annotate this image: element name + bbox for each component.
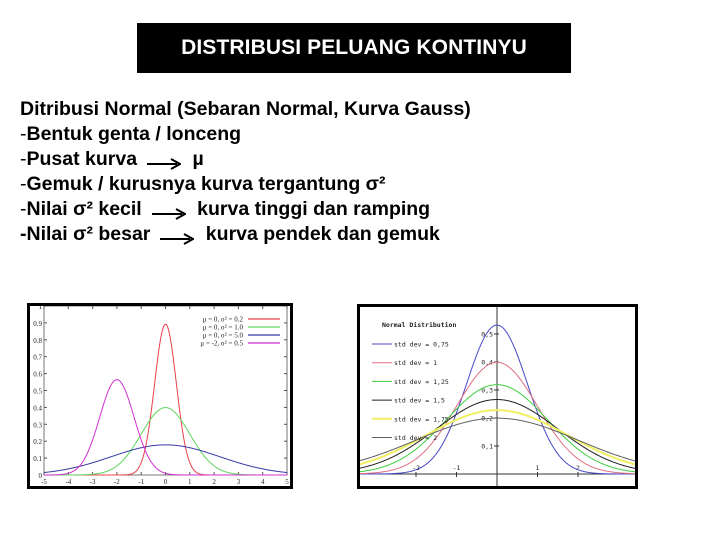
svg-text:-4: -4 [65,478,72,486]
svg-text:0.1: 0.1 [33,455,42,464]
svg-text:0.2: 0.2 [33,438,42,447]
bullet-dash: - [20,173,27,195]
svg-text:-3: -3 [89,478,96,486]
arrow-right-icon [152,202,186,214]
svg-text:-1: -1 [452,464,461,472]
svg-text:std dev = 0,75: std dev = 0,75 [394,340,449,349]
svg-text:0,5: 0,5 [481,330,493,339]
svg-text:0: 0 [38,472,42,480]
svg-text:1: 1 [535,464,540,472]
svg-text:μ = 0, σ² = 1.0: μ = 0, σ² = 1.0 [202,323,243,332]
svg-text:-1: -1 [138,478,145,486]
svg-text:0.5: 0.5 [33,387,42,396]
bullet-result: kurva pendek dan gemuk [200,223,440,245]
svg-text:0: 0 [163,478,168,486]
normal-distribution-std-dev-chart [357,304,638,489]
svg-text:0,2: 0,2 [481,414,493,423]
bullet-text: Bentuk genta / lonceng [26,123,242,145]
arrow-right-icon [160,227,194,239]
svg-text:0,1: 0,1 [481,442,493,451]
bullet-item [20,172,620,197]
svg-text:0,3: 0,3 [481,386,493,395]
svg-text:1: 1 [38,306,42,311]
svg-text:-2: -2 [113,478,120,486]
bullet-item [20,222,620,247]
svg-text:5: 5 [285,478,289,486]
bullet-item [20,197,620,222]
bullet-list [20,97,620,247]
svg-text:-5: -5 [41,478,47,486]
arrow-right-icon [147,152,181,164]
bullet-item [20,147,620,172]
svg-text:4: 4 [260,478,265,486]
svg-text:μ = -2, σ² = 0.5: μ = -2, σ² = 0.5 [200,339,243,348]
heading: Ditribusi Normal (Sebaran Normal, Kurva Gauss) [20,98,471,120]
svg-text:std dev = 1,75: std dev = 1,75 [394,415,449,424]
bullet-text: Nilai σ² kecil [26,198,142,220]
bullet-dash: - [20,223,27,245]
svg-text:0.4: 0.4 [33,404,42,413]
bullet-item [20,122,620,147]
svg-text:3: 3 [236,478,241,486]
bullet-result: kurva tinggi dan ramping [191,198,431,220]
svg-text:μ = 0, σ² = 0.2: μ = 0, σ² = 0.2 [202,315,243,324]
bullet-dash: - [20,148,27,170]
svg-text:1: 1 [188,478,192,486]
svg-text:0.7: 0.7 [33,353,42,362]
slide-title: DISTRIBUSI PELUANG KONTINYU [137,23,571,73]
svg-text:std dev = 2: std dev = 2 [394,434,438,442]
svg-text:-2: -2 [412,464,420,472]
svg-text:Normal Distribution: Normal Distribution [382,321,457,329]
svg-text:2: 2 [576,464,580,472]
svg-text:0.9: 0.9 [33,319,42,328]
svg-text:0,4: 0,4 [481,358,493,367]
svg-text:2: 2 [212,478,216,486]
bullet-text: Nilai σ² besar [26,223,151,245]
svg-text:μ = 0, σ² = 5.0: μ = 0, σ² = 5.0 [202,331,243,340]
svg-text:std dev = 1: std dev = 1 [394,359,438,368]
bullet-result: µ [187,148,204,170]
bullet-text: Gemuk / kurusnya kurva tergantung σ² [26,173,386,195]
svg-text:0.6: 0.6 [33,370,42,379]
svg-text:0.8: 0.8 [33,336,42,345]
svg-text:std dev = 1,5: std dev = 1,5 [394,396,445,405]
bullet-dash: - [20,198,27,220]
svg-text:std dev = 1,25: std dev = 1,25 [394,377,449,386]
svg-text:0.3: 0.3 [33,421,42,430]
bullet-dash: - [20,123,27,145]
normal-pdf-chart-mu-sigma [27,303,293,489]
bullet-text: Pusat kurva [26,148,138,170]
